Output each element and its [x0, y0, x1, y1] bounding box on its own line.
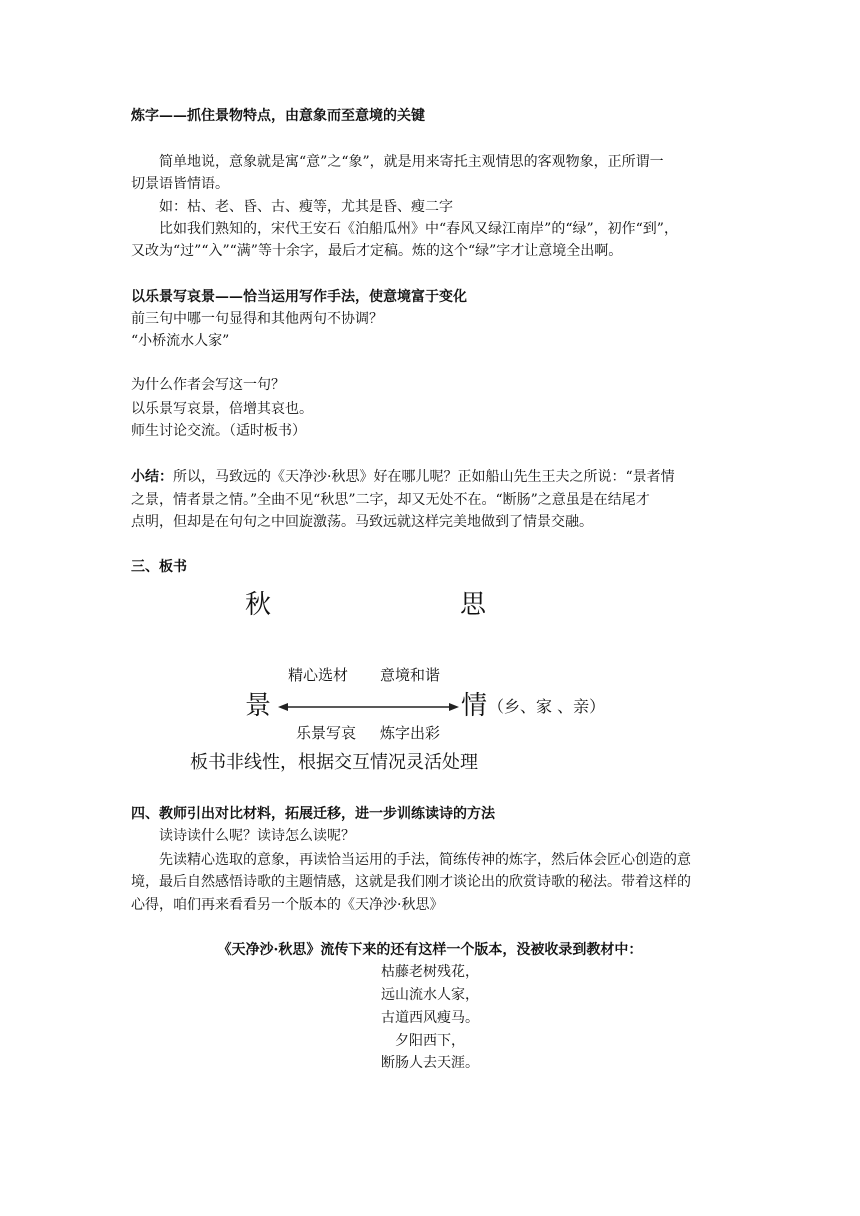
- lianzi-para1-line2: 切景语皆情语。: [131, 176, 229, 192]
- summary-line1: [131, 467, 675, 487]
- board-qing-note: （乡、家 、亲）: [488, 697, 606, 716]
- leyu-question1: 前三句中哪一句显得和其他两句不协调？: [131, 311, 383, 327]
- summary-line2: 之景，情者景之情。”全曲不见“秋思”二字，却又无处不在。“断肠”之意虽是在结尾才: [131, 492, 650, 508]
- lianzi-para3-line1: 比如我们熟知的，宋代王安石《泊船瓜州》中“春风又绿江南岸”的“绿”，初作“到”，: [159, 221, 678, 237]
- board-jing: 景: [245, 691, 272, 721]
- board-bottom-right: 炼字出彩: [380, 724, 441, 742]
- lianzi-para1-line1: 简单地说，意象就是寓“意”之“象”，就是用来寄托主观情思的客观物象，正所谓一: [159, 154, 664, 170]
- four-line1: 读诗读什么呢？读诗怎么读呢？: [159, 828, 355, 844]
- four-line3: 境，最后自然感悟诗歌的主题情感，这就是我们刚才谈论出的欣赏诗歌的秘法。带着这样的: [131, 874, 691, 890]
- leyu-heading: 以乐景写哀景——恰当运用写作手法，使意境富于变化: [131, 289, 467, 305]
- leyu-question2: 为什么作者会写这一句？: [131, 377, 285, 393]
- poem-line: 古道西风瘦马。: [381, 1010, 479, 1026]
- board-qiu: 秋: [245, 590, 272, 620]
- board-diagram: [170, 580, 690, 785]
- four-line4: 心得，咱们再来看看另一个版本的《天净沙·秋思》: [131, 897, 444, 913]
- summary-text1: 所以，马致远的《天净沙·秋思》好在哪儿呢？正如船山先生王夫之所说：“景者情: [173, 469, 675, 485]
- four-heading: 四、教师引出对比材料，拓展迁移，进一步训练读诗的方法: [131, 806, 495, 822]
- leyu-answer1: “小桥流水人家”: [131, 333, 230, 349]
- lianzi-para2: 如：枯、老、昏、古、瘦等，尤其是昏、瘦二字: [159, 199, 453, 215]
- board-heading: 三、板书: [131, 559, 187, 575]
- poem-line: 枯藤老树残花，: [381, 964, 479, 980]
- summary-label: 小结：: [131, 469, 173, 485]
- board-bottom-left: 乐景写哀: [296, 724, 357, 742]
- summary-line3: 点明，但却是在句句之中回旋激荡。马致远就这样完美地做到了情景交融。: [131, 514, 593, 530]
- lianzi-heading: 炼字——抓住景物特点，由意象而至意境的关键: [131, 108, 425, 124]
- board-si: 思: [460, 590, 487, 620]
- lianzi-para3-line2: 又改为“过”“入”“满”等十余字，最后才定稿。炼的这个“绿”字才让意境全出啊。: [131, 243, 623, 259]
- leyu-answer2: 以乐景写哀景，倍增其哀也。: [131, 401, 313, 417]
- leyu-answer3: 师生讨论交流。（适时板书）: [131, 423, 306, 439]
- poem-intro: 《天净沙·秋思》流传下来的还有这样一个版本，没被收录到教材中：: [217, 942, 643, 958]
- board-qing: 情: [461, 691, 488, 721]
- board-caption: 板书非线性，根据交互情况灵活处理: [190, 752, 478, 773]
- poem-line: 夕阳西下，: [395, 1033, 465, 1049]
- four-line2: 先读精心选取的意象，再读恰当运用的手法，简练传神的炼字，然后体会匠心创造的意: [159, 852, 691, 868]
- poem-line: 远山流水人家，: [381, 987, 479, 1003]
- board-top-left: 精心选材: [288, 666, 349, 684]
- board-top-right: 意境和谐: [380, 666, 441, 684]
- poem-line: 断肠人去天涯。: [381, 1055, 479, 1071]
